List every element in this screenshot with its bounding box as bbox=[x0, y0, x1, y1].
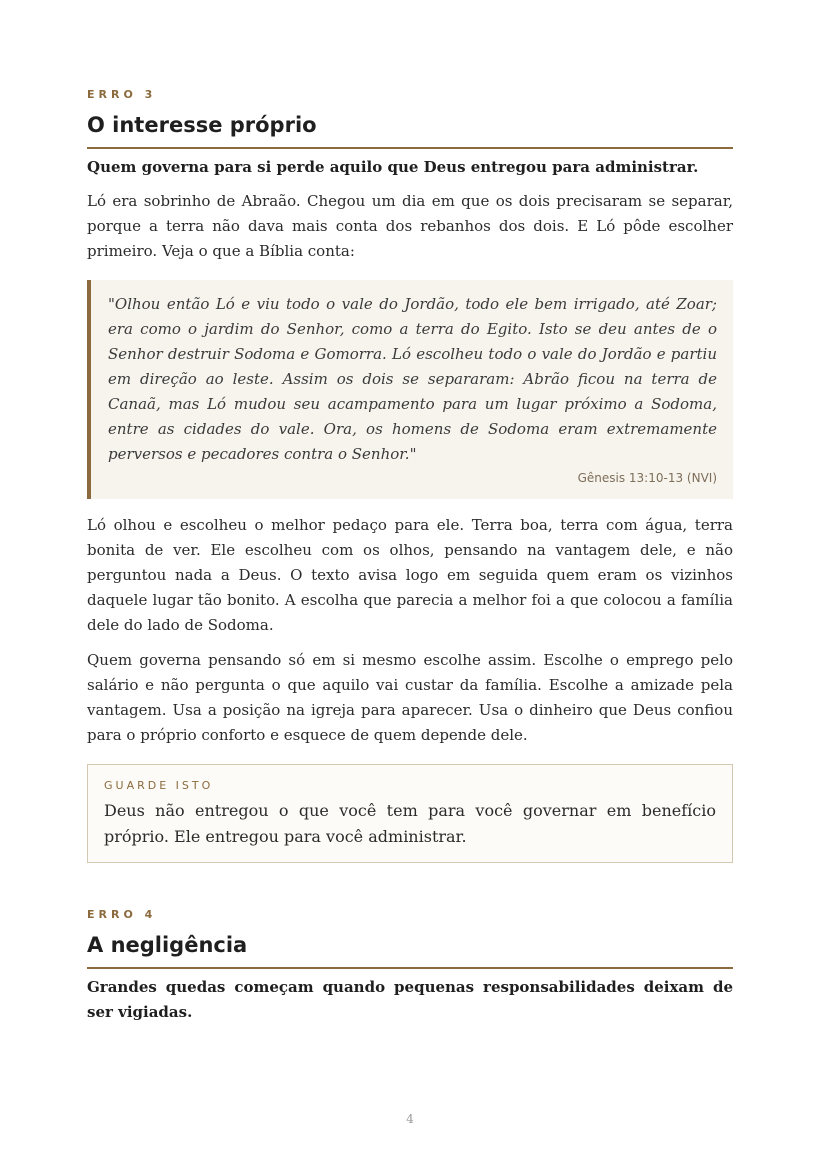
section-title: O interesse próprio bbox=[87, 111, 733, 149]
callout-text: Deus não entregou o que você tem para você governar em benefício próprio. Ele entregou para você administrar. bbox=[104, 801, 716, 846]
paragraph: Quem governa pensando só em si mesmo escolhe assim. Escolhe o emprego pelo salário e não pergunta o que aquilo vai custar da família. Escolhe a amizade pela vantagem. Usa a posição na igreja para aparecer. Usa o dinheiro que Deus confiou para o próprio conforto e esquece de quem depende dele. bbox=[87, 651, 733, 744]
section-erro-4 bbox=[87, 908, 733, 1025]
section-title: A negligência bbox=[87, 931, 733, 969]
section-eyebrow: ERRO 4 bbox=[87, 908, 157, 921]
section-erro-3 bbox=[87, 88, 733, 863]
quote-text: "Olhou então Ló e viu todo o vale do Jordão, todo ele bem irrigado, até Zoar; era como o jardim do Senhor, como a terra do Egito. Isto se deu antes de o Senhor destruir Sodoma e Gomorra. Ló escolheu todo o vale do Jordão e partiu em direção ao leste. Assim os dois se separaram: Abrão ficou na terra de Canaã, mas Ló mudou seu acampamento para um lugar próximo a Sodoma, entre as cidades do vale. Ora, os homens de Sodoma eram extremamente perversos e pecadores contra o Senhor." bbox=[108, 295, 717, 463]
section-lead: Quem governa para si perde aquilo que Deus entregou para administrar. bbox=[87, 158, 699, 176]
callout-label: GUARDE ISTO bbox=[104, 779, 214, 792]
paragraph: Ló olhou e escolheu o melhor pedaço para ele. Terra boa, terra com água, terra bonita de ver. Ele escolheu com os olhos, pensando na vantagem dele, e não perguntou nada a Deus. O texto avisa logo em seguida quem eram os vizinhos daquele lugar tão bonito. A escolha que parecia a melhor foi a que colocou a família dele do lado de Sodoma. bbox=[87, 516, 733, 634]
bible-quote bbox=[87, 280, 733, 499]
section-lead: Grandes quedas começam quando pequenas responsabilidades deixam de ser vigiadas. bbox=[87, 978, 733, 1021]
callout-box bbox=[87, 764, 733, 863]
page-number: 4 bbox=[406, 1112, 414, 1126]
paragraph: Ló era sobrinho de Abraão. Chegou um dia em que os dois precisaram se separar, porque a terra não dava mais conta dos rebanhos dos dois. E Ló pôde escolher primeiro. Veja o que a Bíblia conta: bbox=[87, 192, 733, 260]
section-eyebrow: ERRO 3 bbox=[87, 88, 157, 101]
quote-reference: Gênesis 13:10-13 (NVI) bbox=[577, 471, 717, 485]
